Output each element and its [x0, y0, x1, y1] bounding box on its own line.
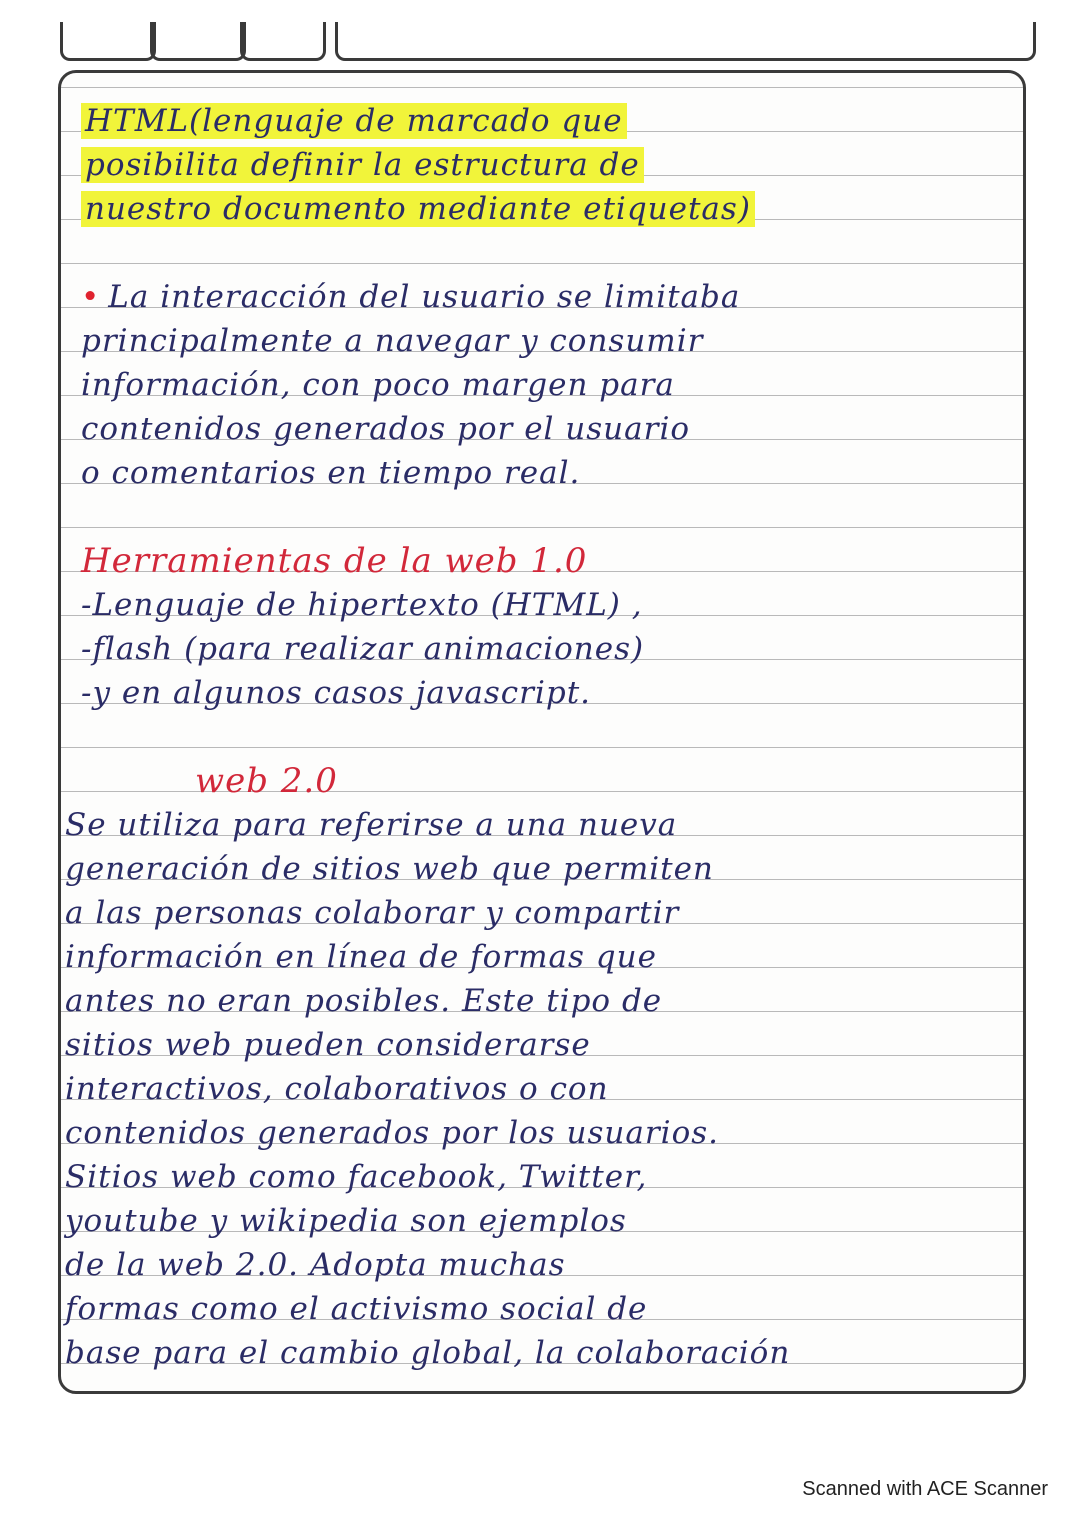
text-line: información, con poco margen para — [81, 367, 675, 403]
text-line: o comentarios en tiempo real. — [81, 455, 581, 491]
ruled-line — [61, 263, 1023, 264]
text-line: de la web 2.0. Adopta muchas — [65, 1247, 566, 1283]
web1-paragraph — [81, 275, 1011, 495]
ruled-line — [61, 87, 1023, 88]
text-line: posibilita definir la estructura de — [81, 143, 1011, 187]
list-item: -flash (para realizar animaciones) — [81, 631, 645, 667]
text-line: base para el cambio global, la colaboración — [65, 1335, 791, 1371]
text-line: Se utiliza para referirse a una nueva — [65, 807, 678, 843]
text-line: contenidos generados por los usuarios. — [65, 1115, 720, 1151]
text-line: generación de sitios web que permiten — [65, 851, 714, 887]
text-line: interactivos, colaborativos o con — [65, 1071, 609, 1107]
text-line: contenidos generados por el usuario — [81, 411, 691, 447]
section-title: web 2.0 — [195, 761, 338, 801]
html-definition — [81, 99, 1011, 231]
text-line: formas como el activismo social de — [65, 1291, 648, 1327]
web2-section — [65, 759, 995, 1375]
tab-divider — [335, 22, 1036, 61]
text-line: principalmente a navegar y consumir — [81, 323, 704, 359]
tab-divider — [240, 22, 326, 61]
scanner-watermark: Scanned with ACE Scanner — [802, 1478, 1048, 1500]
web1-tools-section — [81, 539, 1011, 715]
text-line: sitios web pueden considerarse — [65, 1027, 591, 1063]
list-item: -y en algunos casos javascript. — [81, 675, 592, 711]
bullet-point: • — [81, 279, 101, 315]
text-line: información en línea de formas que — [65, 939, 657, 975]
text-line: antes no eran posibles. Este tipo de — [65, 983, 663, 1019]
list-item: -Lenguaje de hipertexto (HTML) , — [81, 587, 643, 623]
notebook-page — [58, 70, 1026, 1394]
text-line: HTML(lenguaje de marcado que — [81, 99, 1011, 143]
section-title: Herramientas de la web 1.0 — [81, 541, 588, 581]
notebook-top-tabs — [60, 22, 1030, 62]
tab-divider — [60, 22, 156, 61]
text-line: • La interacción del usuario se limitaba — [81, 279, 741, 315]
text-line: youtube y wikipedia son ejemplos — [65, 1203, 627, 1239]
ruled-line — [61, 527, 1023, 528]
text-line: nuestro documento mediante etiquetas) — [81, 187, 1011, 231]
text-line: Sitios web como facebook, Twitter, — [65, 1159, 648, 1195]
ruled-line — [61, 747, 1023, 748]
text-line: a las personas colaborar y compartir — [65, 895, 680, 931]
tab-divider — [150, 22, 246, 61]
